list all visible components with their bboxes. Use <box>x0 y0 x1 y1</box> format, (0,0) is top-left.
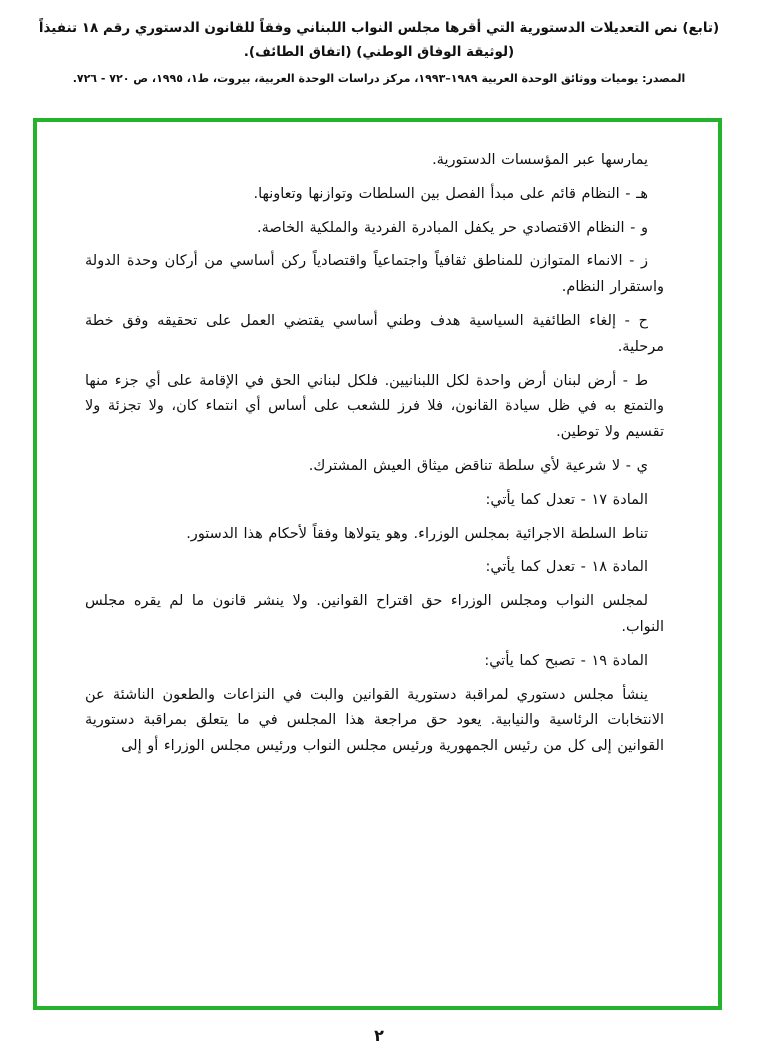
article-heading: المادة ١٧ - تعدل كما يأتي: <box>485 491 648 508</box>
paragraph: ز - الانماء المتوازن للمناطق ثقافياً واجتماعياً واقتصادياً ركن أساسي من أركان وحدة الدولة واستقرار النظام. <box>85 253 664 296</box>
paragraph: ح - إلغاء الطائفية السياسية هدف وطني أساسي يقتضي العمل على تحقيقه وفق خطة مرحلية. <box>85 312 664 355</box>
document-header <box>0 0 758 87</box>
paragraph: يمارسها عبر المؤسسات الدستورية. <box>432 152 648 168</box>
page-number: ٢ <box>374 1026 384 1045</box>
paragraph: تناط السلطة الاجرائية بمجلس الوزراء. وهو يتولاها وفقاً لأحكام هذا الدستور. <box>186 525 648 542</box>
article-heading: المادة ١٩ - تصبح كما يأتي: <box>484 652 648 669</box>
paragraph: ينشأ مجلس دستوري لمراقبة دستورية القوانين والبت في النزاعات والطعون الناشئة عن الانتخابات الرئاسية والنيابية. يعود حق مراجعة هذا المجلس في ما يتعلق بمراقبة دستورية القوانين إلى كل من رئيس الجمهورية ورئيس مجلس النواب ورئيس مجلس الوزراء أو إلى <box>85 686 664 755</box>
paragraph: لمجلس النواب ومجلس الوزراء حق اقتراح القوانين. ولا ينشر قانون ما لم يقره مجلس النواب. <box>85 593 664 635</box>
article-heading: المادة ١٨ - تعدل كما يأتي: <box>485 559 648 576</box>
document-frame <box>33 118 722 1010</box>
paragraph: ط - أرض لبنان أرض واحدة لكل اللبنانيين. فلكل لبناني الحق في الإقامة على أي جزء منها والتمتع به في ظل سيادة القانون، فلا فرز للشعب على أساس أي انتماء كان، ولا تجزئة ولا تقسيم ولا توطين. <box>85 372 664 441</box>
source-citation: المصدر: يوميات ووثائق الوحدة العربية ١٩٨٩–١٩٩٣، مركز دراسات الوحدة العربية، بيروت، ط١، ١٩٩٥، ص ٧٢٠ - ٧٢٦. <box>72 71 686 85</box>
document-title: (تابع) نص التعديلات الدستورية التي أقرها مجلس النواب اللبناني وفقاً للقانون الدستوري رقم ١٨ تنفيذاً (لوثيقة الوفاق الوطني) (اتفاق الطائف). <box>38 20 720 61</box>
paragraph: هـ - النظام قائم على مبدأ الفصل بين السلطات وتوازنها وتعاونها. <box>253 185 648 202</box>
paragraph: ي - لا شرعية لأي سلطة تناقض ميثاق العيش المشترك. <box>308 457 648 474</box>
paragraph: و - النظام الاقتصادي حر يكفل المبادرة الفردية والملكية الخاصة. <box>257 219 648 236</box>
